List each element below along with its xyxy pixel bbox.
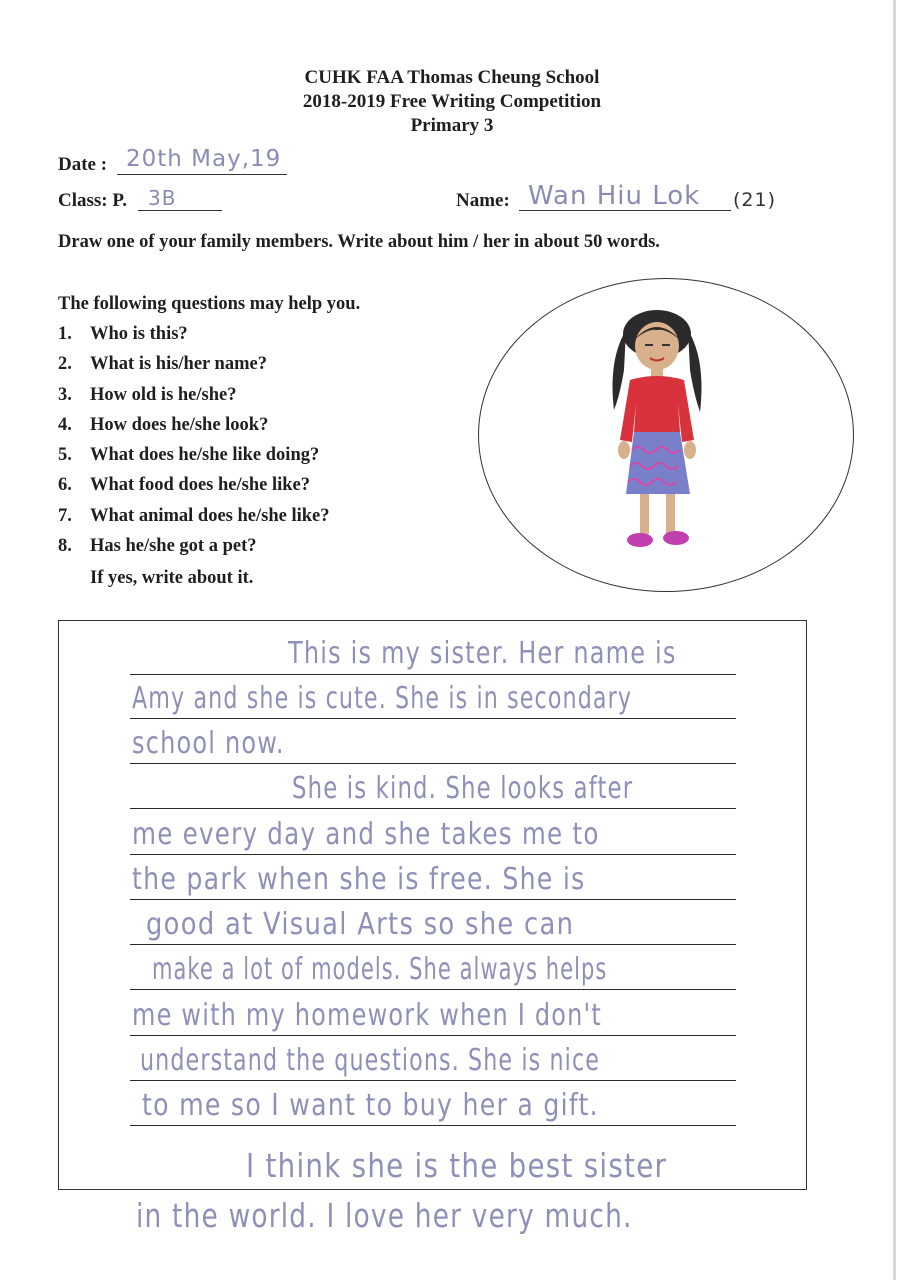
leg-left	[640, 494, 649, 534]
hand-left	[618, 441, 630, 459]
question-item: 5. What does he/she like doing?	[58, 445, 320, 466]
question-item: 3. How old is he/she?	[58, 384, 237, 405]
sister-drawing	[596, 300, 726, 560]
school-name: CUHK FAA Thomas Cheung School	[304, 67, 600, 88]
date-value	[126, 146, 281, 172]
questions-intro: The following questions may help you.	[58, 294, 361, 314]
shoe-left	[627, 533, 653, 547]
leg-right	[666, 494, 675, 534]
name-value: Wan Hiu Lok	[528, 181, 701, 211]
handwritten-line: understand the questions. She is nice	[140, 1043, 601, 1078]
name-label: Name:	[456, 190, 510, 211]
class-line	[138, 210, 222, 211]
class-number: (21)	[733, 189, 777, 211]
handwritten-line: in the world. I love her very much.	[136, 1196, 633, 1235]
question-item: 8. Has he/she got a pet?	[58, 536, 257, 557]
questions-followup: If yes, write about it.	[90, 568, 254, 588]
question-item: 2. What is his/her name?	[58, 354, 267, 375]
document-header	[0, 66, 904, 138]
question-item: 4. How does he/she look?	[58, 414, 269, 435]
hand-right	[684, 441, 696, 459]
hair-right	[688, 330, 702, 412]
question-item: 7. What animal does he/she like?	[58, 505, 330, 526]
date-label: Date :	[58, 154, 108, 175]
handwritten-line: me every day and she takes me to	[132, 817, 600, 852]
handwritten-line: the park when she is free. She is	[132, 862, 586, 897]
date-value-text: 20th May,19	[126, 146, 282, 172]
grade-level: Primary 3	[410, 115, 494, 136]
class-value: 3B	[148, 186, 177, 210]
writing-instruction: Draw one of your family members. Write about him / her in about 50 words.	[58, 232, 660, 252]
hair-left	[613, 330, 627, 410]
competition-title: 2018-2019 Free Writing Competition	[302, 91, 602, 112]
handwritten-line: me with my homework when I don't	[132, 998, 602, 1033]
handwritten-line: She is kind. She looks after	[292, 771, 634, 806]
class-label: Class: P.	[58, 190, 127, 211]
date-line	[117, 174, 287, 175]
handwritten-line: school now.	[132, 726, 285, 761]
handwritten-line: make a lot of models. She always helps	[152, 952, 608, 987]
handwritten-line: to me so I want to buy her a gift.	[142, 1088, 599, 1123]
question-item: 1. Who is this?	[58, 324, 188, 344]
handwritten-line: I think she is the best sister	[246, 1146, 668, 1185]
questions-list	[58, 324, 330, 566]
scan-edge	[893, 0, 896, 1280]
handwritten-line: This is my sister. Her name is	[288, 636, 677, 671]
handwritten-line: good at Visual Arts so she can	[146, 907, 575, 942]
handwritten-line: Amy and she is cute. She is in secondary	[132, 681, 633, 716]
shoe-right	[663, 531, 689, 545]
question-item: 6. What food does he/she like?	[58, 475, 310, 496]
